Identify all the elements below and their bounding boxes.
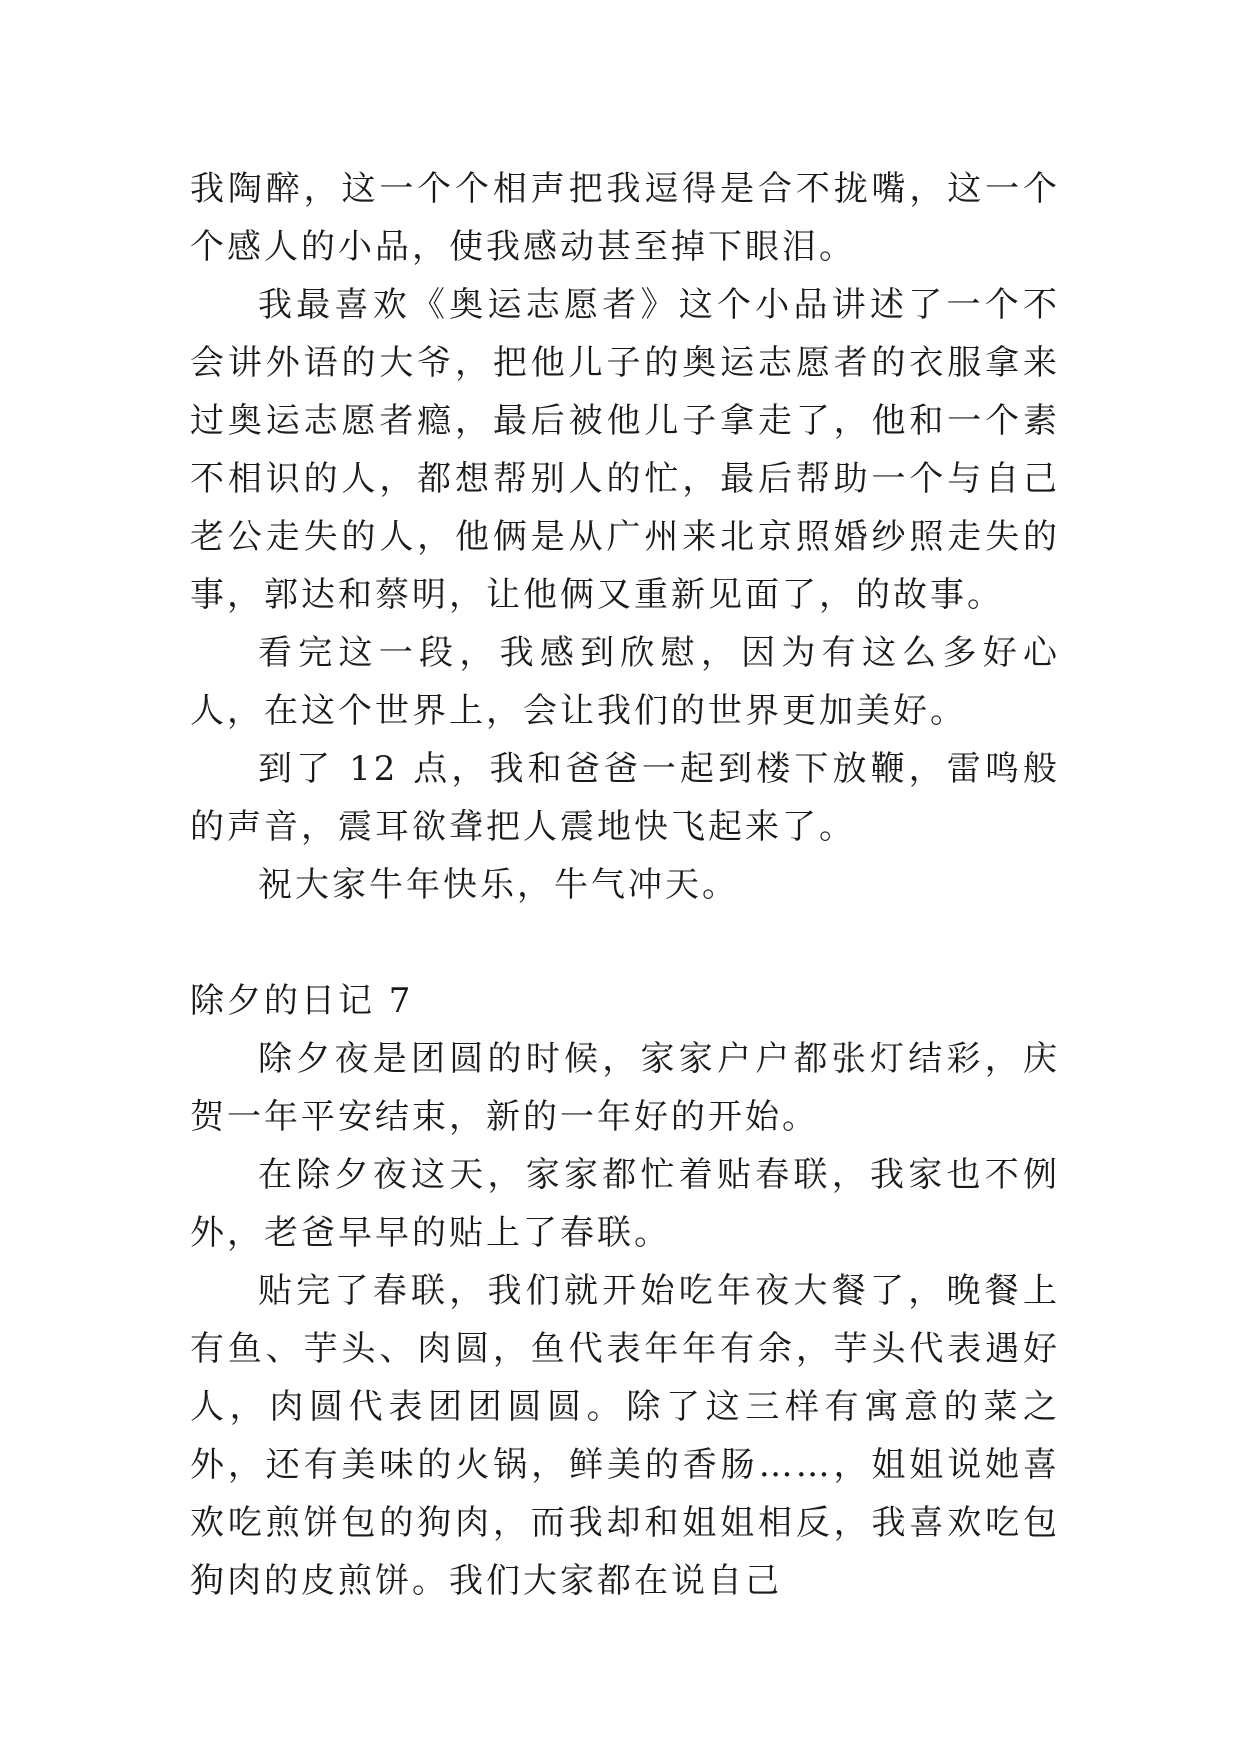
paragraph: 到了 12 点，我和爸爸一起到楼下放鞭，雷鸣般的声音，震耳欲聋把人震地快飞起来了。 [190,749,1060,847]
paragraph-continued: 我陶醉，这一个个相声把我逗得是合不拢嘴，这一个个感人的小品，使我感动甚至掉下眼泪。 [190,169,1060,267]
paragraph: 除夕夜是团圆的时候，家家户户都张灯结彩，庆贺一年平安结束，新的一年好的开始。 [190,1039,1060,1137]
paragraph: 看完这一段，我感到欣慰，因为有这么多好心人，在这个世界上，会让我们的世界更加美好。 [190,633,1060,731]
section-title: 除夕的日记 7 [190,981,414,1021]
section-gap [190,914,1060,972]
paragraph: 我最喜欢《奥运志愿者》这个小品讲述了一个不会讲外语的大爷，把他儿子的奥运志愿者的衣服拿来过奥运志愿者瘾，最后被他儿子拿走了，他和一个素不相识的人，都想帮别人的忙，最后帮助一个与自己老公走失的人，他俩是从广州来北京照婚纱照走失的事，郭达和蔡明，让他俩又重新见面了，的故事。 [190,285,1060,615]
paragraph: 在除夕夜这天，家家都忙着贴春联，我家也不例外，老爸早早的贴上了春联。 [190,1155,1060,1253]
paragraph: 祝大家牛年快乐，牛气冲天。 [258,865,739,905]
document-body [190,160,1060,1610]
paragraph: 贴完了春联，我们就开始吃年夜大餐了，晚餐上有鱼、芋头、肉圆，鱼代表年年有余，芋头代表遇好人，肉圆代表团团圆圆。除了这三样有寓意的菜之外，还有美味的火锅，鲜美的香肠……，姐姐说她喜欢吃煎饼包的狗肉，而我却和姐姐相反，我喜欢吃包狗肉的皮煎饼。我们大家都在说自己 [190,1271,1060,1601]
